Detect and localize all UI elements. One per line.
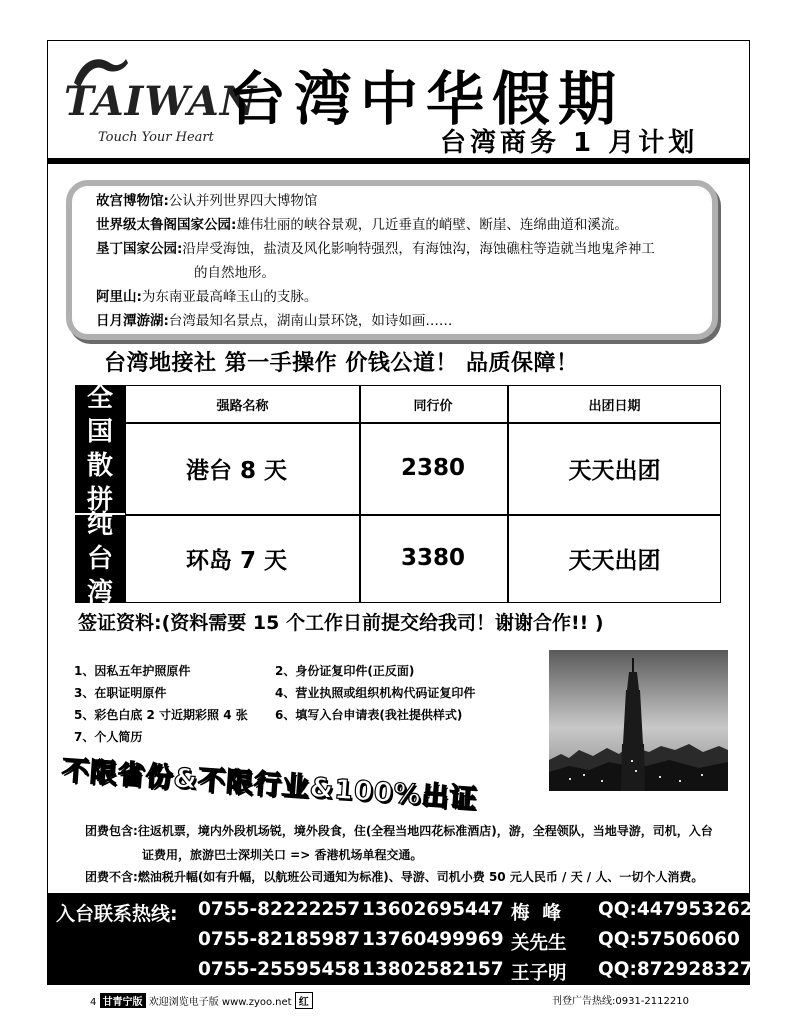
visa-requirement: 6、填写入台申请表(我社提供样式) — [275, 708, 463, 722]
visa-title: 签证资料:(资料需要 15 个工作日前提交给我司！谢谢合作!! ) — [78, 612, 604, 634]
slogan: 台湾地接社 第一手操作 价钱公道！ 品质保障！ — [104, 351, 579, 376]
visa-requirement: 4、营业执照或组织机构代码证复印件 — [275, 686, 476, 700]
visa-requirement: 3、在职证明原件 — [74, 686, 167, 700]
visa-requirement: 2、身份证复印件(正反面) — [275, 664, 415, 678]
hotline-mobile: 13602695447 — [362, 899, 504, 920]
hotline-phone: 0755-82222257 — [198, 899, 361, 920]
route-grid — [125, 385, 721, 603]
side-label-nationwide — [75, 385, 125, 513]
visa-requirement: 5、彩色白底 2 寸近期彩照 4 张 — [74, 708, 248, 722]
hotline-phone: 0755-82185987 — [198, 929, 361, 950]
taipei-101-photo — [549, 650, 728, 791]
route-name: 港台 8 天 — [186, 457, 288, 484]
side-char: 纯 — [86, 510, 113, 540]
hotline-qq: QQ:57506060 — [598, 929, 740, 950]
page-title: 台湾中华假期 — [228, 65, 625, 133]
header-route: 强路名称 — [216, 398, 269, 414]
side-char: 国 — [86, 417, 113, 447]
fee-included: 团费包含:往返机票，境内外段机场锐，境外段食，住(全程当地四花标准酒店)，游，全程领队，当地导游，司机，入台 — [85, 824, 713, 838]
page-subtitle: 台湾商务 1 月计划 — [440, 128, 699, 158]
header-schedule: 出团日期 — [588, 398, 641, 414]
side-char: 散 — [86, 451, 113, 481]
logo-word: TAIWAN — [64, 78, 258, 125]
route-schedule: 天天出团 — [568, 457, 661, 484]
hotline-bar — [48, 893, 753, 985]
attraction-item: 故宫博物馆:公认并列世界四大博物馆 — [96, 193, 318, 209]
hotline-label: 入台联系热线: — [56, 903, 178, 925]
header-price: 同行价 — [413, 398, 453, 414]
visa-requirement: 1、因私五年护照原件 — [74, 664, 191, 678]
hotline-contact: 梅 峰 — [511, 903, 561, 924]
visa-requirement: 7、个人简历 — [74, 730, 143, 744]
hotline-phone: 0755-25595458 — [198, 959, 361, 980]
route-schedule: 天天出团 — [568, 547, 661, 574]
taiwan-logo — [60, 48, 258, 153]
route-table — [75, 383, 721, 608]
promo-slogan: 不限省份&不限行业&100%出证 — [60, 755, 479, 816]
attraction-item: 日月潭游湖:台湾最知名景点，湖南山景环饶，如诗如画…… — [96, 313, 453, 329]
route-name: 环岛 7 天 — [186, 547, 288, 574]
attractions-box — [66, 180, 718, 340]
attraction-item: 垦丁国家公园:沿岸受海蚀，盐渍及风化影响特强烈，有海蚀沟，海蚀礁柱等造就当地鬼斧神工 — [96, 241, 655, 257]
side-char: 台 — [86, 544, 113, 574]
hotline-contact: 王子明 — [511, 963, 567, 984]
side-char: 全 — [86, 383, 113, 413]
side-label-taiwan-only — [75, 510, 125, 608]
ad-hotline: 刊登广告热线:0931-2112210 — [552, 996, 689, 1007]
page-number: 4 — [90, 997, 97, 1008]
logo-tagline: Touch Your Heart — [98, 130, 214, 145]
hotline-qq: QQ:447953262 — [598, 899, 753, 920]
side-char: 拼 — [86, 485, 113, 515]
header-divider — [48, 158, 750, 164]
route-price: 3380 — [400, 545, 465, 571]
side-char: 湾 — [86, 578, 113, 608]
attraction-item-continued: 的自然地形。 — [194, 265, 275, 281]
attraction-item: 阿里山:为东南亚最高峰玉山的支脉。 — [96, 289, 318, 305]
hotline-contact: 关先生 — [511, 933, 567, 954]
attraction-item: 世界级太鲁阁国家公园:雄伟壮丽的峡谷景观，几近垂直的峭壁、断崖、连绵曲道和溪流。 — [96, 217, 628, 233]
hotline-mobile: 13802582157 — [362, 959, 504, 980]
edition-tag: 甘青宁版 — [100, 993, 146, 1008]
fee-included-continued: 证费用，旅游巴士深圳关口 => 香港机场单程交通。 — [142, 848, 423, 862]
site-link[interactable]: 欢迎浏览电子版 www.zyoo.net — [148, 997, 292, 1008]
fee-excluded: 团费不含:燃油税升幅(如有升幅，以航班公司通知为标准)、导游、司机小费 50 元人民币 / 天 / 人、一切个人消费。 — [85, 870, 704, 884]
hotline-qq: QQ:872928327 — [598, 959, 753, 980]
footer-left — [90, 992, 313, 1009]
color-tag: 红 — [295, 992, 313, 1009]
hotline-mobile: 13760499969 — [362, 929, 504, 950]
route-price: 2380 — [400, 455, 465, 481]
